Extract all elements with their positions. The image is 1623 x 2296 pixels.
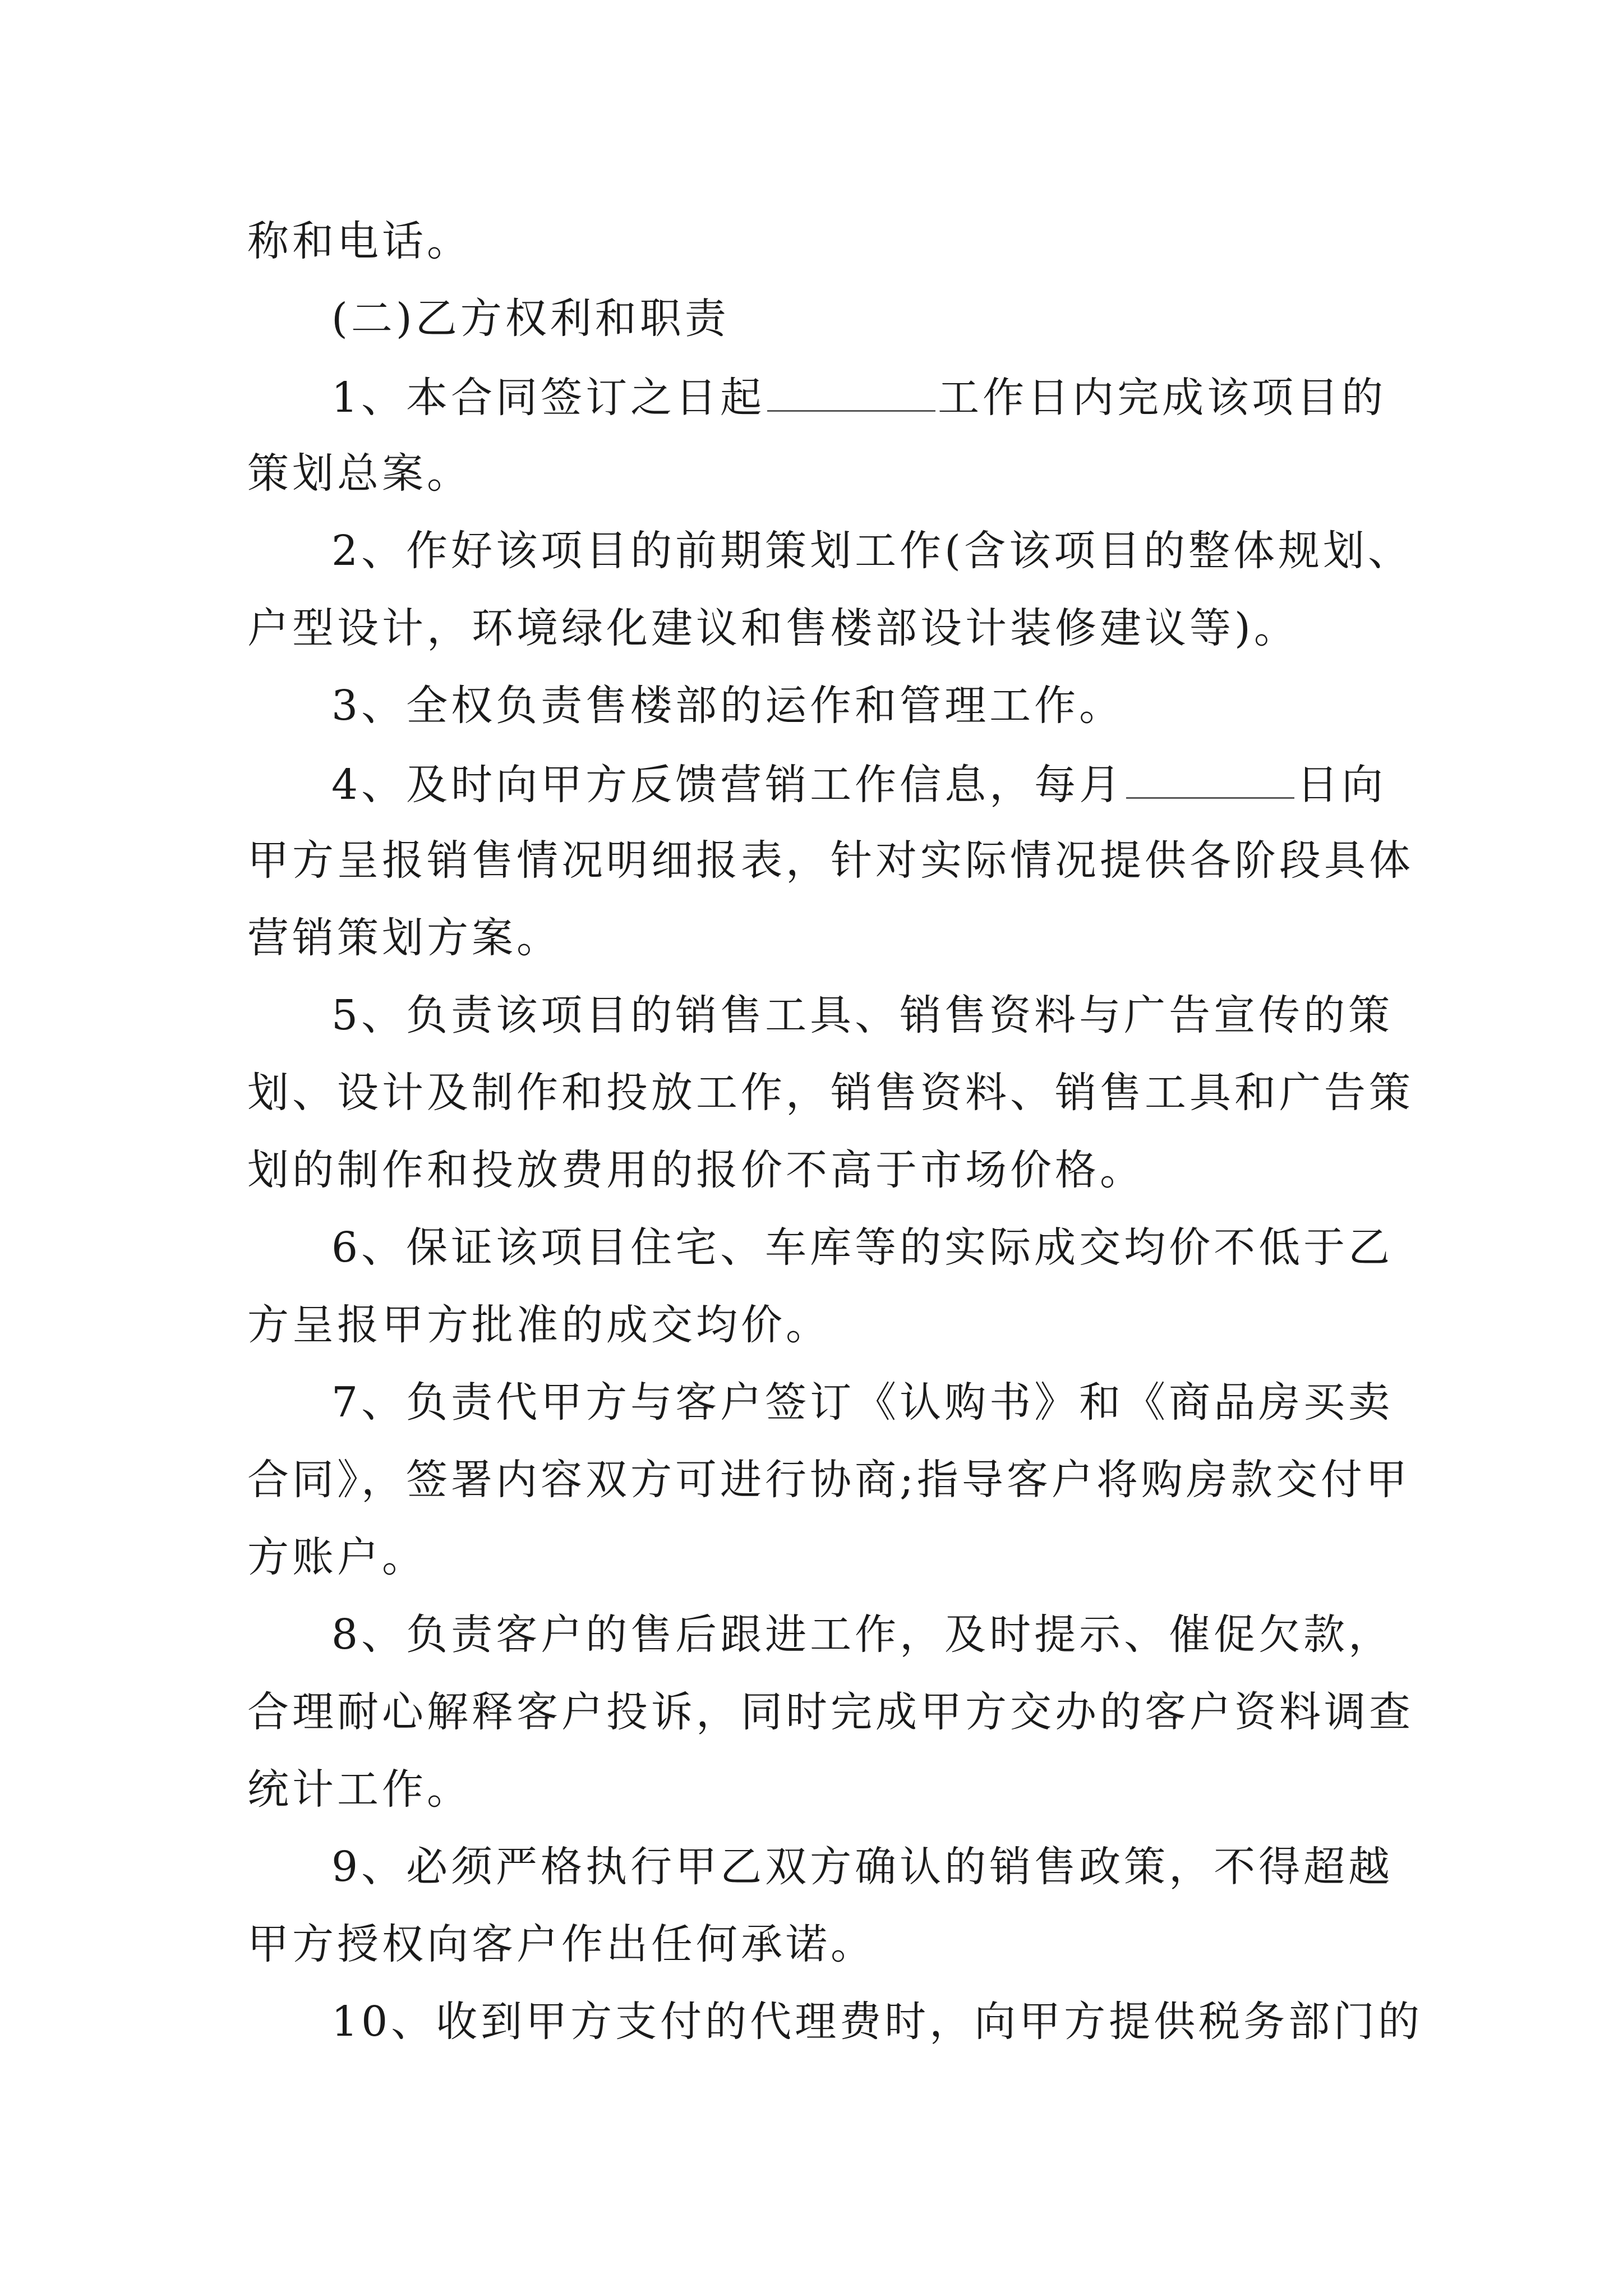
text-line: 营销策划方案。: [247, 914, 561, 962]
text-line: 策划总案。: [247, 449, 472, 498]
clause-8-line: 8、负责客户的售后跟进工作，及时提示、催促欠款，: [331, 1611, 1394, 1659]
clause-4-line: [331, 761, 1387, 809]
clause-3-line: 3、全权负责售楼部的运作和管理工作。: [331, 682, 1124, 730]
text-line: 统计工作。: [247, 1765, 472, 1814]
clause-10-line: 10、收到甲方支付的代理费时，向甲方提供税务部门的: [331, 1998, 1423, 2046]
text-line: 方账户。: [247, 1533, 427, 1581]
clause-2-line: 2、作好该项目的前期策划工作(含该项目的整体规划、: [331, 527, 1413, 575]
fill-in-blank: [767, 375, 935, 412]
clause-9-line: 9、必须严格执行甲乙双方确认的销售政策，不得超越: [331, 1843, 1394, 1891]
clause-1-line: [331, 374, 1387, 422]
section-heading: (二)乙方权利和职责: [331, 295, 730, 343]
text-line: 方呈报甲方批准的成交均价。: [247, 1301, 831, 1349]
fill-in-blank: [1126, 762, 1294, 799]
text-line: 划、设计及制作和投放工作，销售资料、销售工具和广告策: [247, 1069, 1414, 1117]
text-line: 甲方授权向客户作出任何承诺。: [247, 1920, 875, 1968]
text-line: 合理耐心解释客户投诉，同时完成甲方交办的客户资料调查: [247, 1688, 1414, 1736]
clause-text: 日向: [1297, 761, 1387, 809]
text-line: 划的制作和投放费用的报价不高于市场价格。: [247, 1146, 1145, 1194]
clause-text: 工作日内完成该项目的: [938, 374, 1387, 422]
clause-6-line: 6、保证该项目住宅、车库等的实际成交均价不低于乙: [331, 1223, 1394, 1272]
text-line: 称和电话。: [247, 217, 472, 265]
text-line: 户型设计，环境绿化建议和售楼部设计装修建议等)。: [247, 604, 1299, 652]
text-line: 甲方呈报销售情况明细报表，针对实际情况提供各阶段具体: [247, 836, 1414, 885]
clause-5-line: 5、负责该项目的销售工具、销售资料与广告宣传的策: [331, 991, 1394, 1039]
clause-text: 1、本合同签订之日起: [331, 374, 766, 422]
clause-text: 4、及时向甲方反馈营销工作信息，每月: [331, 761, 1124, 809]
clause-7-line: 7、负责代甲方与客户签订《认购书》和《商品房买卖: [331, 1378, 1394, 1427]
text-line: 合同》，签署内容双方可进行协商;指导客户将购房款交付甲: [247, 1456, 1410, 1504]
